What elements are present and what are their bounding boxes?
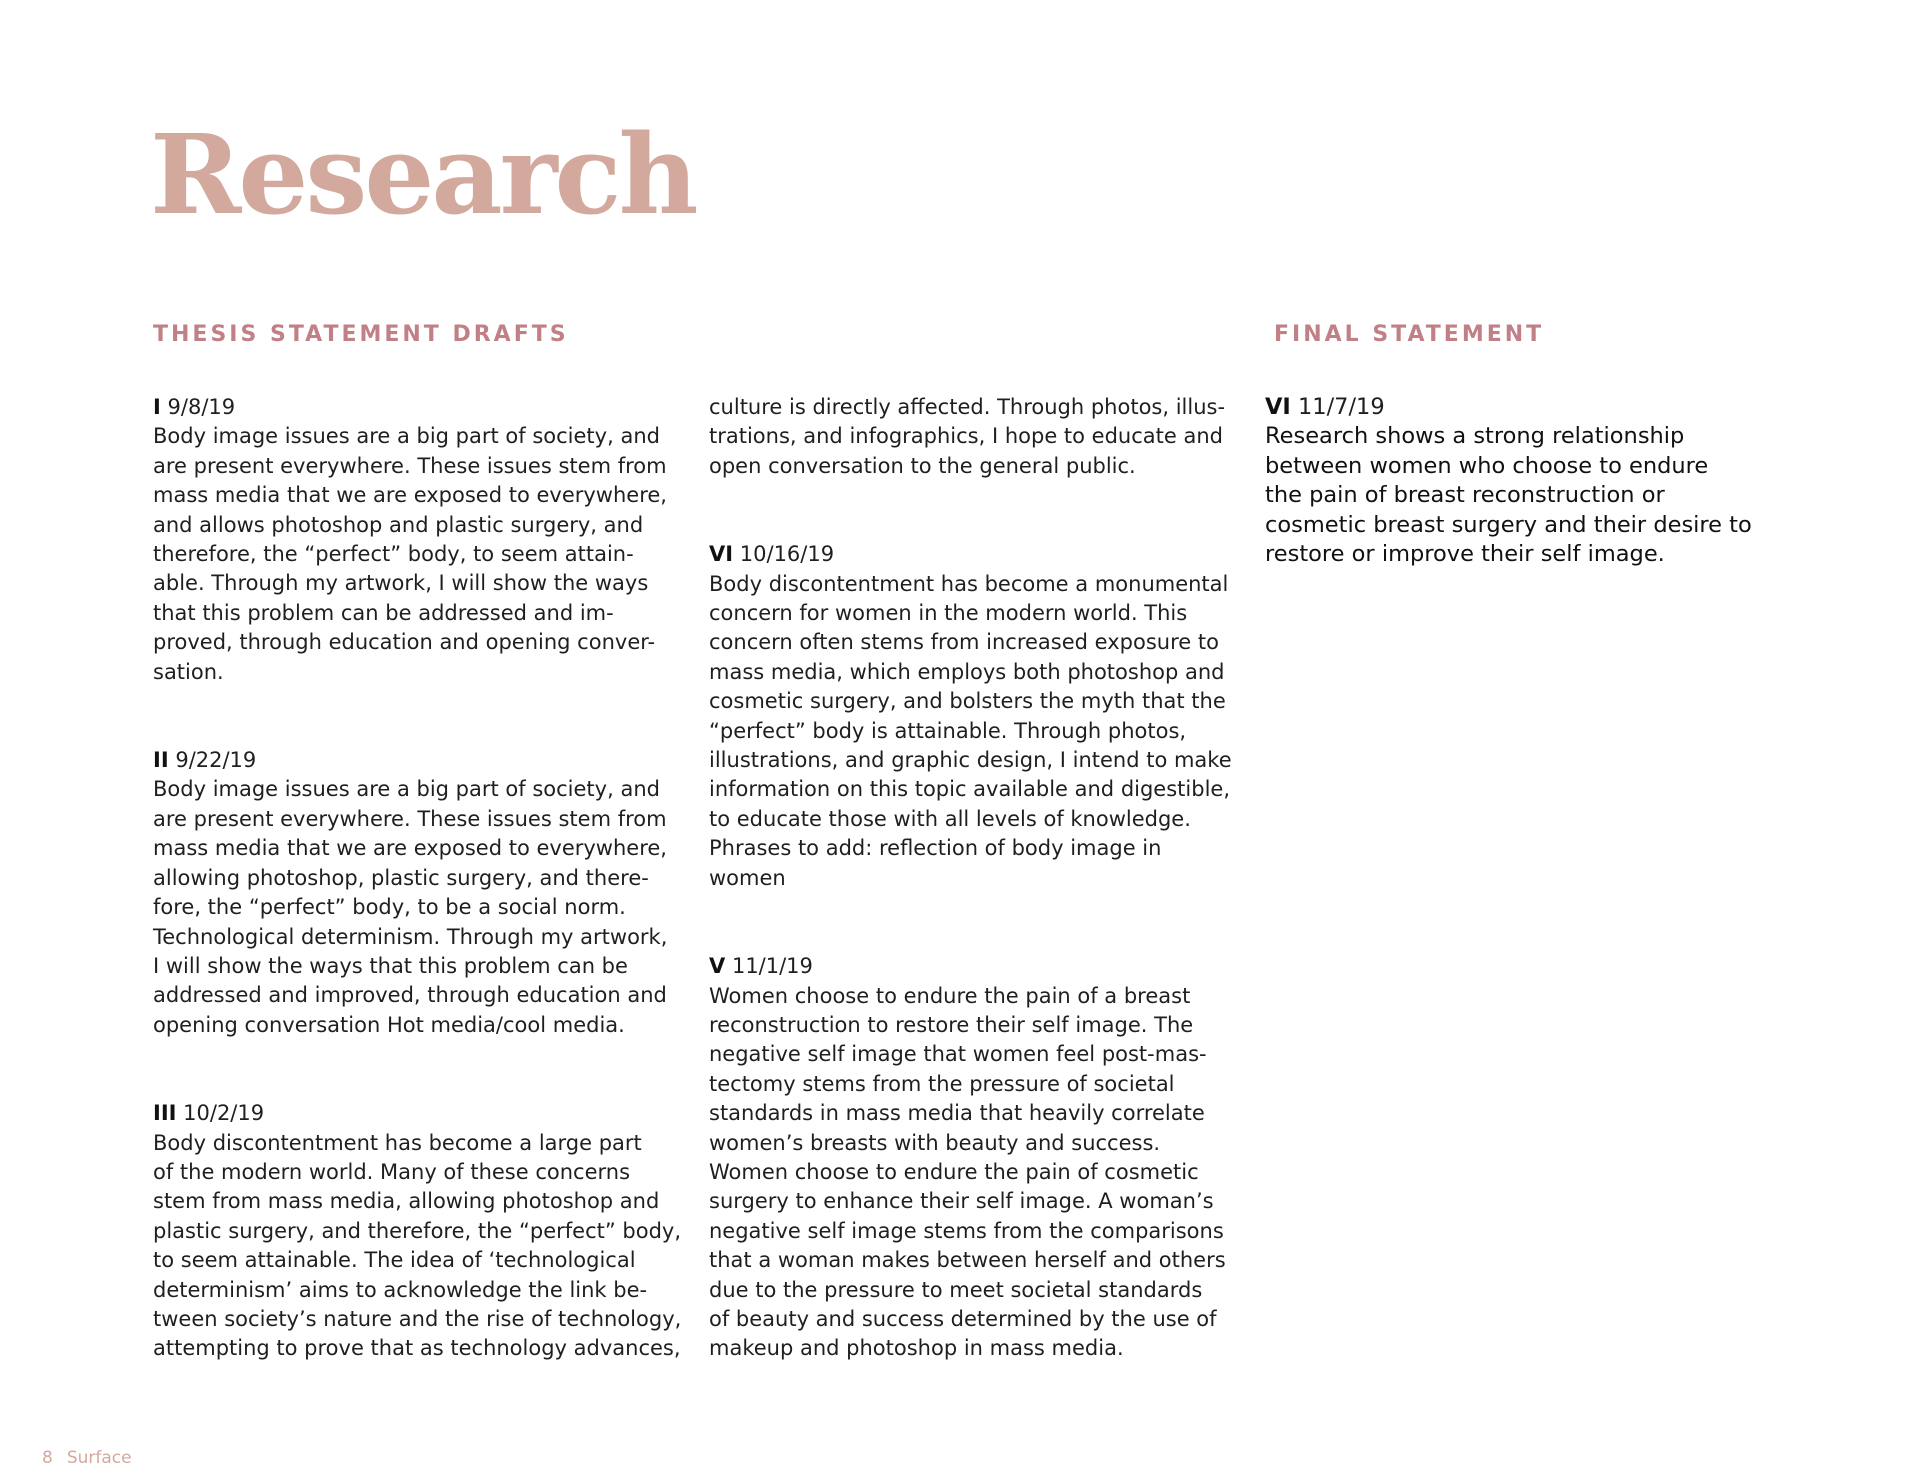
draft-line: surgery to enhance their self image. A woman’s bbox=[709, 1189, 1214, 1214]
entry-spacer bbox=[709, 893, 1239, 952]
draft-line: mass media, which employs both photoshop and bbox=[709, 659, 1225, 684]
draft-line: women bbox=[709, 865, 786, 890]
draft-line: are present everywhere. These issues stem from bbox=[153, 806, 667, 831]
entry-spacer bbox=[153, 687, 683, 746]
draft-line: of the modern world. Many of these concerns bbox=[153, 1159, 631, 1184]
draft-line: makeup and photoshop in mass media. bbox=[709, 1336, 1124, 1361]
draft-line: addressed and improved, through education and bbox=[153, 983, 667, 1008]
draft-line: concern for women in the modern world. This bbox=[709, 601, 1188, 626]
draft-line: cosmetic surgery, and bolsters the myth that the bbox=[709, 689, 1226, 714]
draft-line: plastic surgery, and therefore, the “perfect” body, bbox=[153, 1218, 682, 1243]
draft-entry bbox=[153, 746, 683, 1040]
drafts-column-1 bbox=[153, 393, 683, 1364]
final-entry-body bbox=[1265, 422, 1765, 569]
draft-line: determinism’ aims to acknowledge the link be- bbox=[153, 1277, 648, 1302]
draft-entry-header bbox=[153, 746, 683, 775]
draft-entry bbox=[153, 1099, 683, 1364]
page-title: Research bbox=[150, 110, 696, 239]
draft-numeral: III bbox=[153, 1101, 177, 1126]
draft-entry-header bbox=[709, 952, 1239, 981]
draft-line: therefore, the “perfect” body, to seem attain- bbox=[153, 542, 634, 567]
draft-line: standards in mass media that heavily correlate bbox=[709, 1101, 1205, 1126]
draft-numeral: II bbox=[153, 748, 169, 773]
draft-numeral: I bbox=[153, 395, 161, 419]
drafts-column-2 bbox=[709, 393, 1239, 1364]
draft-line: negative self image that women feel post-mas- bbox=[709, 1042, 1207, 1067]
draft-line: of beauty and success determined by the use of bbox=[709, 1306, 1217, 1331]
draft-line: Body image issues are a big part of society, and bbox=[153, 777, 660, 802]
draft-line: to educate those with all levels of knowledge. bbox=[709, 806, 1191, 831]
draft-line: concern often stems from increased exposure to bbox=[709, 630, 1219, 655]
draft-entry bbox=[709, 952, 1239, 1364]
draft-continuation bbox=[709, 393, 1239, 481]
draft-line: and allows photoshop and plastic surgery, and bbox=[153, 512, 644, 537]
draft-line: Body discontentment has become a large part bbox=[153, 1130, 642, 1155]
draft-date: 10/2/19 bbox=[183, 1101, 265, 1126]
final-entry-numeral: VI bbox=[1265, 394, 1291, 420]
draft-date: 9/22/19 bbox=[175, 748, 257, 773]
draft-line: due to the pressure to meet societal standards bbox=[709, 1277, 1203, 1302]
draft-entry bbox=[153, 393, 683, 687]
draft-line: negative self image stems from the comparisons bbox=[709, 1218, 1224, 1243]
final-line: the pain of breast reconstruction or bbox=[1265, 482, 1665, 509]
draft-line: stem from mass media, allowing photoshop and bbox=[153, 1189, 660, 1214]
draft-line: women’s breasts with beauty and success. bbox=[709, 1130, 1161, 1155]
draft-line: allowing photoshop, plastic surgery, and there- bbox=[153, 865, 649, 890]
draft-line: mass media that we are exposed to everywhere, bbox=[153, 836, 667, 861]
final-line: Research shows a strong relationship bbox=[1265, 423, 1685, 450]
draft-line: mass media that we are exposed to everywhere, bbox=[153, 483, 667, 508]
final-line: cosmetic breast surgery and their desire to bbox=[1265, 511, 1752, 538]
draft-line: “perfect” body is attainable. Through photos, bbox=[709, 718, 1187, 743]
draft-line: are present everywhere. These issues stem from bbox=[153, 453, 667, 478]
draft-line: culture is directly affected. Through photos, illus- bbox=[709, 395, 1226, 419]
draft-line: sation. bbox=[153, 659, 224, 684]
final-statement-column bbox=[1265, 393, 1765, 569]
draft-numeral: VI bbox=[709, 542, 734, 567]
draft-line: Women choose to endure the pain of a breast bbox=[709, 983, 1191, 1008]
draft-line: opening conversation Hot media/cool media. bbox=[153, 1012, 625, 1037]
final-statement-heading: FINAL STATEMENT bbox=[1274, 322, 1545, 347]
draft-line: reconstruction to restore their self image. The bbox=[709, 1012, 1194, 1037]
page-number: 8 bbox=[42, 1448, 53, 1468]
draft-line: that a woman makes between herself and others bbox=[709, 1248, 1226, 1273]
final-entry-header bbox=[1265, 393, 1765, 422]
draft-date: 10/16/19 bbox=[739, 542, 835, 567]
draft-line: illustrations, and graphic design, I intend to make bbox=[709, 748, 1232, 773]
publication-name: Surface bbox=[66, 1448, 132, 1468]
draft-entry-header bbox=[153, 1099, 683, 1128]
draft-entry-header bbox=[153, 393, 683, 422]
draft-line: tectomy stems from the pressure of societal bbox=[709, 1071, 1175, 1096]
draft-line: Phrases to add: reflection of body image in bbox=[709, 836, 1162, 861]
draft-line: trations, and infographics, I hope to educate and bbox=[709, 424, 1223, 449]
entry-spacer bbox=[709, 481, 1239, 540]
final-line: between women who choose to endure bbox=[1265, 452, 1709, 479]
draft-date: 11/1/19 bbox=[731, 954, 813, 979]
draft-entry bbox=[709, 540, 1239, 893]
draft-entry-header bbox=[709, 540, 1239, 569]
draft-line: fore, the “perfect” body, to be a social norm. bbox=[153, 895, 626, 920]
draft-date: 9/8/19 bbox=[167, 395, 236, 419]
draft-line: that this problem can be addressed and im- bbox=[153, 600, 614, 625]
draft-line: open conversation to the general public. bbox=[709, 453, 1136, 478]
draft-line: proved, through education and opening conver- bbox=[153, 630, 656, 655]
final-line: restore or improve their self image. bbox=[1265, 541, 1665, 568]
draft-line: Technological determinism. Through my artwork, bbox=[153, 924, 668, 949]
draft-line: tween society’s nature and the rise of technology, bbox=[153, 1306, 682, 1331]
draft-line: information on this topic available and digestible, bbox=[709, 777, 1231, 802]
draft-line: to seem attainable. The idea of ‘technological bbox=[153, 1248, 636, 1273]
final-entry-date: 11/7/19 bbox=[1297, 394, 1385, 420]
entry-spacer bbox=[153, 1040, 683, 1099]
draft-line: Women choose to endure the pain of cosmetic bbox=[709, 1159, 1199, 1184]
draft-line: I will show the ways that this problem can be bbox=[153, 953, 628, 978]
draft-line: able. Through my artwork, I will show the ways bbox=[153, 571, 649, 596]
thesis-drafts-heading: THESIS STATEMENT DRAFTS bbox=[153, 322, 569, 347]
draft-line: Body discontentment has become a monumental bbox=[709, 571, 1229, 596]
page-footer bbox=[42, 1448, 132, 1468]
draft-line: Body image issues are a big part of society, and bbox=[153, 424, 660, 449]
draft-line: attempting to prove that as technology advances, bbox=[153, 1336, 681, 1361]
draft-numeral: V bbox=[709, 954, 726, 979]
